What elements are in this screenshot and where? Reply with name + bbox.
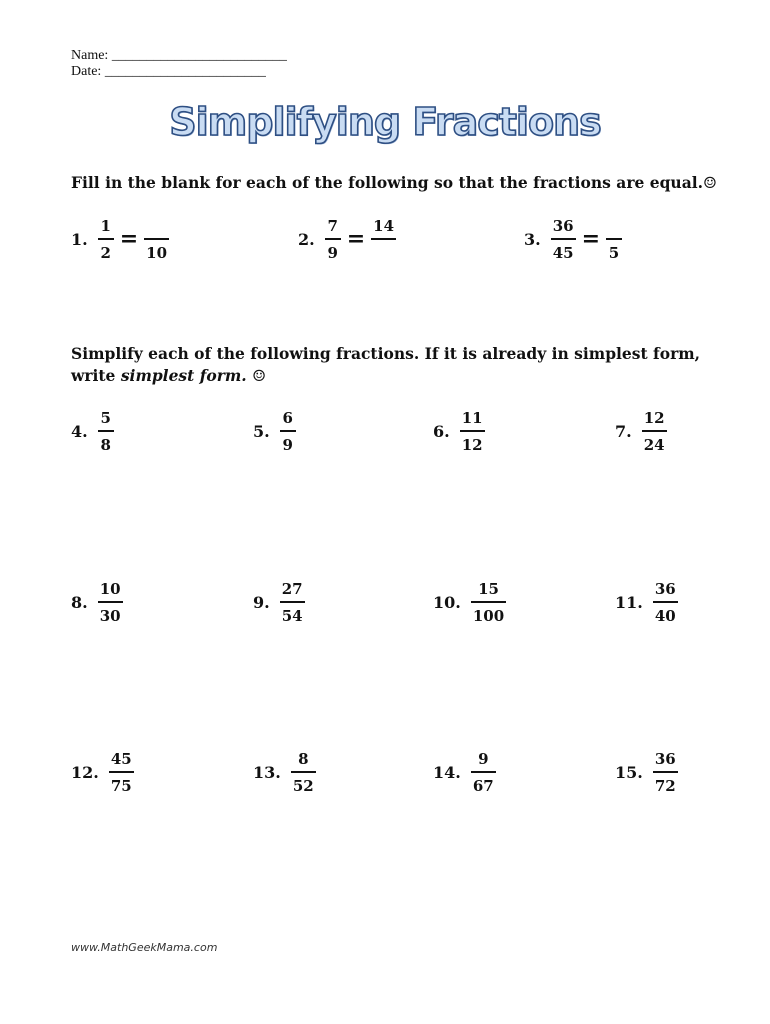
fraction bbox=[653, 580, 678, 625]
fraction-left bbox=[551, 217, 576, 262]
problem-13 bbox=[253, 742, 316, 802]
fraction-bar bbox=[460, 430, 485, 432]
numerator: 8 bbox=[298, 749, 309, 768]
fraction-bar bbox=[98, 601, 123, 603]
numerator-blank[interactable] bbox=[606, 217, 622, 235]
problem-4 bbox=[71, 401, 114, 461]
denominator-blank[interactable] bbox=[376, 244, 392, 262]
denominator: 8 bbox=[100, 435, 111, 454]
problem-14 bbox=[433, 742, 496, 802]
fraction-left bbox=[98, 217, 114, 262]
numerator: 12 bbox=[643, 408, 665, 427]
numerator: 9 bbox=[478, 749, 489, 768]
denominator: 72 bbox=[654, 776, 676, 795]
problem-15 bbox=[615, 742, 678, 802]
name-field-label: Name: _________________________ bbox=[71, 48, 287, 63]
problem-8 bbox=[71, 572, 123, 632]
denominator: 40 bbox=[654, 606, 676, 625]
denominator: 100 bbox=[472, 606, 505, 625]
problem-number: 10. bbox=[433, 592, 461, 612]
problem-number: 14. bbox=[433, 762, 461, 782]
denominator: 30 bbox=[99, 606, 121, 625]
fraction-bar bbox=[551, 238, 576, 240]
numerator: 27 bbox=[281, 579, 303, 598]
numerator: 5 bbox=[100, 408, 111, 427]
denominator: 10 bbox=[146, 243, 168, 262]
section1-instruction: Fill in the blank for each of the following so that the fractions are equal.☺ bbox=[71, 173, 717, 192]
numerator: 7 bbox=[327, 216, 338, 235]
instruction-text: write bbox=[71, 366, 121, 385]
fraction-bar bbox=[606, 238, 622, 240]
footer-website: www.MathGeekMama.com bbox=[71, 941, 218, 954]
fraction-bar bbox=[98, 238, 114, 240]
problem-number: 5. bbox=[253, 421, 270, 441]
fraction bbox=[471, 580, 506, 625]
section2-instruction-line1: Simplify each of the following fractions. If it is already in simplest form, bbox=[71, 344, 701, 363]
numerator: 45 bbox=[110, 749, 132, 768]
fraction-right bbox=[371, 217, 396, 262]
problem-2 bbox=[298, 209, 396, 269]
fraction-bar bbox=[471, 601, 506, 603]
fraction-bar bbox=[291, 771, 316, 773]
numerator: 14 bbox=[373, 216, 395, 235]
problem-number: 7. bbox=[615, 421, 632, 441]
problem-6 bbox=[433, 401, 485, 461]
fraction-bar bbox=[653, 601, 678, 603]
numerator: 36 bbox=[654, 749, 676, 768]
fraction-bar bbox=[642, 430, 667, 432]
problem-number: 2. bbox=[298, 229, 315, 249]
fraction-right bbox=[144, 217, 169, 262]
fraction-bar bbox=[280, 601, 305, 603]
worksheet-title: Simplifying Fractions bbox=[169, 100, 601, 144]
fraction bbox=[98, 580, 123, 625]
fraction-right bbox=[606, 217, 622, 262]
equals-sign: = bbox=[119, 226, 139, 252]
fraction bbox=[109, 750, 134, 795]
date-field-label: Date: _______________________ bbox=[71, 64, 266, 79]
denominator: 52 bbox=[292, 776, 314, 795]
denominator: 12 bbox=[461, 435, 483, 454]
numerator: 36 bbox=[654, 579, 676, 598]
fraction-bar bbox=[653, 771, 678, 773]
fraction-bar bbox=[471, 771, 496, 773]
problem-number: 12. bbox=[71, 762, 99, 782]
problem-number: 15. bbox=[615, 762, 643, 782]
problem-1 bbox=[71, 209, 169, 269]
instruction-emphasis: simplest form. bbox=[120, 366, 247, 385]
denominator: 67 bbox=[472, 776, 494, 795]
numerator-blank[interactable] bbox=[149, 217, 165, 235]
fraction bbox=[280, 409, 296, 454]
denominator: 45 bbox=[552, 243, 574, 262]
problem-number: 6. bbox=[433, 421, 450, 441]
problem-number: 11. bbox=[615, 592, 643, 612]
problem-number: 13. bbox=[253, 762, 281, 782]
numerator: 11 bbox=[461, 408, 483, 427]
fraction bbox=[460, 409, 485, 454]
fraction bbox=[653, 750, 678, 795]
problem-11 bbox=[615, 572, 678, 632]
denominator: 54 bbox=[281, 606, 303, 625]
problem-number: 3. bbox=[524, 229, 541, 249]
problem-7 bbox=[615, 401, 667, 461]
denominator: 9 bbox=[282, 435, 293, 454]
numerator: 6 bbox=[282, 408, 293, 427]
problem-9 bbox=[253, 572, 305, 632]
fraction bbox=[280, 580, 305, 625]
problem-number: 1. bbox=[71, 229, 88, 249]
fraction-bar bbox=[98, 430, 114, 432]
numerator: 10 bbox=[99, 579, 121, 598]
denominator: 9 bbox=[327, 243, 338, 262]
denominator: 24 bbox=[643, 435, 665, 454]
problem-12 bbox=[71, 742, 134, 802]
section2-instruction-line2 bbox=[71, 365, 266, 387]
fraction bbox=[642, 409, 667, 454]
fraction bbox=[291, 750, 316, 795]
fraction-bar bbox=[325, 238, 341, 240]
problem-5 bbox=[253, 401, 296, 461]
fraction-bar bbox=[371, 238, 396, 240]
fraction-bar bbox=[144, 238, 169, 240]
fraction-bar bbox=[280, 430, 296, 432]
numerator: 1 bbox=[100, 216, 111, 235]
smiley-text: ☺ bbox=[246, 366, 266, 385]
problem-number: 9. bbox=[253, 592, 270, 612]
problem-number: 8. bbox=[71, 592, 88, 612]
fraction bbox=[98, 409, 114, 454]
problem-10 bbox=[433, 572, 506, 632]
problem-3 bbox=[524, 209, 622, 269]
problem-number: 4. bbox=[71, 421, 88, 441]
numerator: 15 bbox=[478, 579, 499, 598]
denominator: 5 bbox=[608, 243, 620, 262]
equals-sign: = bbox=[581, 226, 601, 252]
numerator: 36 bbox=[552, 216, 574, 235]
equals-sign: = bbox=[346, 226, 366, 252]
fraction bbox=[471, 750, 496, 795]
fraction-bar bbox=[109, 771, 134, 773]
denominator: 2 bbox=[100, 243, 111, 262]
fraction-left bbox=[325, 217, 341, 262]
denominator: 75 bbox=[110, 776, 132, 795]
